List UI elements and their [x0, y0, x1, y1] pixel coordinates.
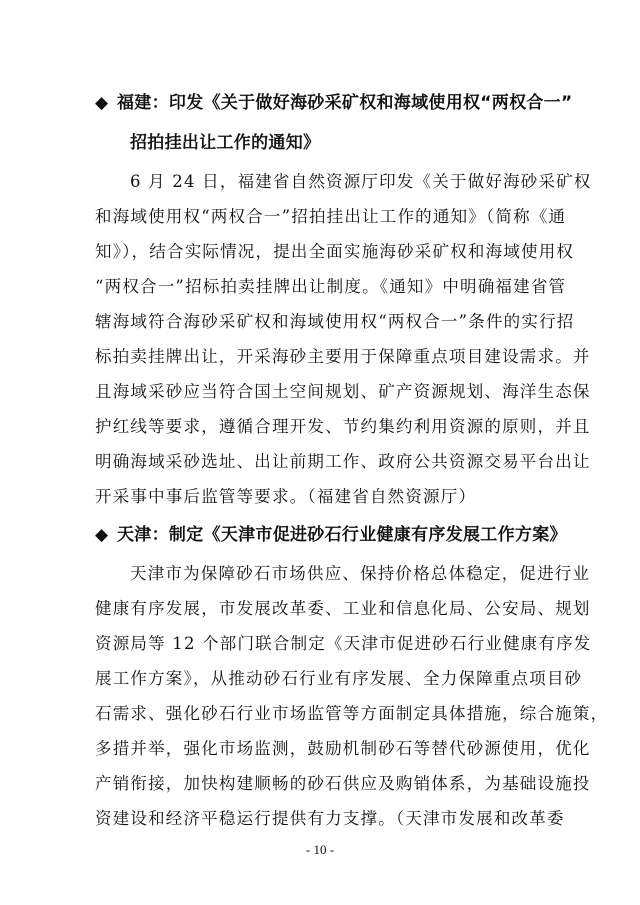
page-number: - 10 - [305, 842, 335, 857]
paragraph-line: 且海域采砂应当符合国土空间规划、矿产资源规划、海洋生态保 [95, 382, 591, 401]
heading-text: 天津：制定《天津市促进砂石行业健康有序发展工作方案》 [117, 525, 567, 545]
paragraph-line: 多措并举，强化市场监测，鼓励机制砂石等替代砂源使用，优化 [95, 739, 591, 758]
paragraph-line: 资源局等 12 个部门联合制定《天津市促进砂石行业健康有序发 [95, 634, 592, 653]
section-heading [95, 520, 567, 545]
paragraph-line: 开采事中事后监管等要求。（福建省自然资源厅） [95, 487, 477, 506]
paragraph-line: 和海域使用权“两权合一”招拍挂出让工作的通知》（简称《通 [95, 207, 567, 226]
paragraph-line: 资建设和经济平稳运行提供有力支撑。（天津市发展和改革委 [95, 809, 565, 828]
paragraph-line: 明确海域采砂选址、出让前期工作、政府公共资源交易平台出让 [95, 452, 591, 471]
paragraph-line: 展工作方案》，从推动砂石行业有序发展、全力保障重点项目砂 [95, 669, 583, 688]
diamond-bullet-icon: ◆ [95, 525, 109, 545]
paragraph-line: 天津市为保障砂石市场供应、保持价格总体稳定，促进行业 [130, 564, 591, 583]
paragraph-line: 6 月 24 日，福建省自然资源厅印发《关于做好海砂采矿权 [130, 172, 592, 191]
paragraph-line: 石需求、强化砂石行业市场监管等方面制定具体措施，综合施策， [95, 704, 609, 723]
paragraph-line: 知》），结合实际情况，提出全面实施海砂采矿权和海域使用权 [95, 242, 575, 261]
paragraph-line: 产销衔接，加快构建顺畅的砂石供应及购销体系，为基础设施投 [95, 774, 591, 793]
paragraph-line: 辖海域符合海砂采矿权和海域使用权“两权合一”条件的实行招 [95, 312, 575, 331]
diamond-bullet-icon: ◆ [95, 93, 109, 113]
paragraph-line: 健康有序发展，市发展改革委、工业和信息化局、公安局、规划 [95, 599, 591, 618]
paragraph-line: 标拍卖挂牌出让，开采海砂主要用于保障重点项目建设需求。并 [95, 347, 591, 366]
section-heading [95, 88, 572, 113]
paragraph-line: “两权合一”招标拍卖挂牌出让制度。《通知》中明确福建省管 [95, 277, 567, 296]
heading-continuation: 招拍挂出让工作的通知》 [130, 133, 321, 153]
paragraph-line: 护红线等要求，遵循合理开发、节约集约利用资源的原则，并且 [95, 417, 591, 436]
heading-text: 福建：印发《关于做好海砂采矿权和海域使用权“两权合一” [117, 93, 573, 113]
